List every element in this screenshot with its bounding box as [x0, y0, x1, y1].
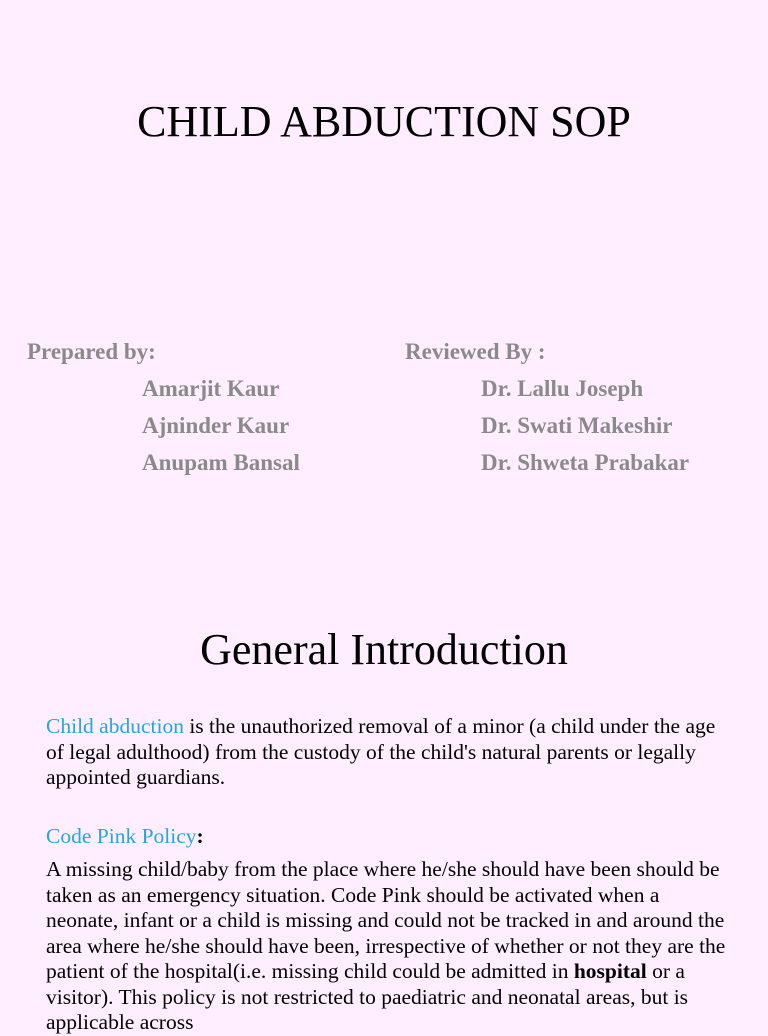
reviewed-by-label: Reviewed By :	[405, 339, 546, 364]
preparer-name: Ajninder Kaur	[142, 413, 290, 438]
policy-paragraph	[46, 857, 736, 1036]
policy-heading	[46, 824, 736, 850]
intro-paragraph	[46, 714, 736, 791]
reviewer-name: Dr. Swati Makeshir	[481, 413, 673, 438]
prepared-by-block	[27, 333, 300, 481]
intro-text: is the unauthorized removal of a minor (a child under the age of legal adulthood) from the custody of the child's natural parents or legally appointed guardians.	[46, 714, 716, 789]
slide-title: CHILD ABDUCTION SOP	[137, 97, 631, 146]
policy-bold-word: hospital	[573, 959, 647, 983]
policy-text-part-2: or a visitor). This policy is not restricted to paediatric and neonatal areas, but is applicable across	[46, 959, 689, 1034]
preparer-name: Amarjit Kaur	[142, 376, 280, 401]
section-title: General Introduction	[200, 625, 568, 674]
intro-term: Child abduction	[46, 714, 184, 738]
prepared-by-label: Prepared by:	[27, 339, 156, 364]
reviewed-by-block	[405, 333, 689, 481]
policy-heading-colon: :	[196, 824, 204, 848]
reviewer-name: Dr. Lallu Joseph	[481, 376, 644, 401]
preparer-name: Anupam Bansal	[142, 450, 300, 475]
policy-text-part-1: A missing child/baby from the place where he/she should have been should be taken as an emergency situation. Code Pink should be activated when a neonate, infant or a child is missing and could not be tracked in and around the area where he/she should have been, irrespective of whether or not they are the patient of the hospital(i.e. missing child could be admitted in	[46, 857, 726, 983]
policy-heading-term: Code Pink Policy	[46, 824, 197, 848]
reviewer-name: Dr. Shweta Prabakar	[481, 450, 690, 475]
